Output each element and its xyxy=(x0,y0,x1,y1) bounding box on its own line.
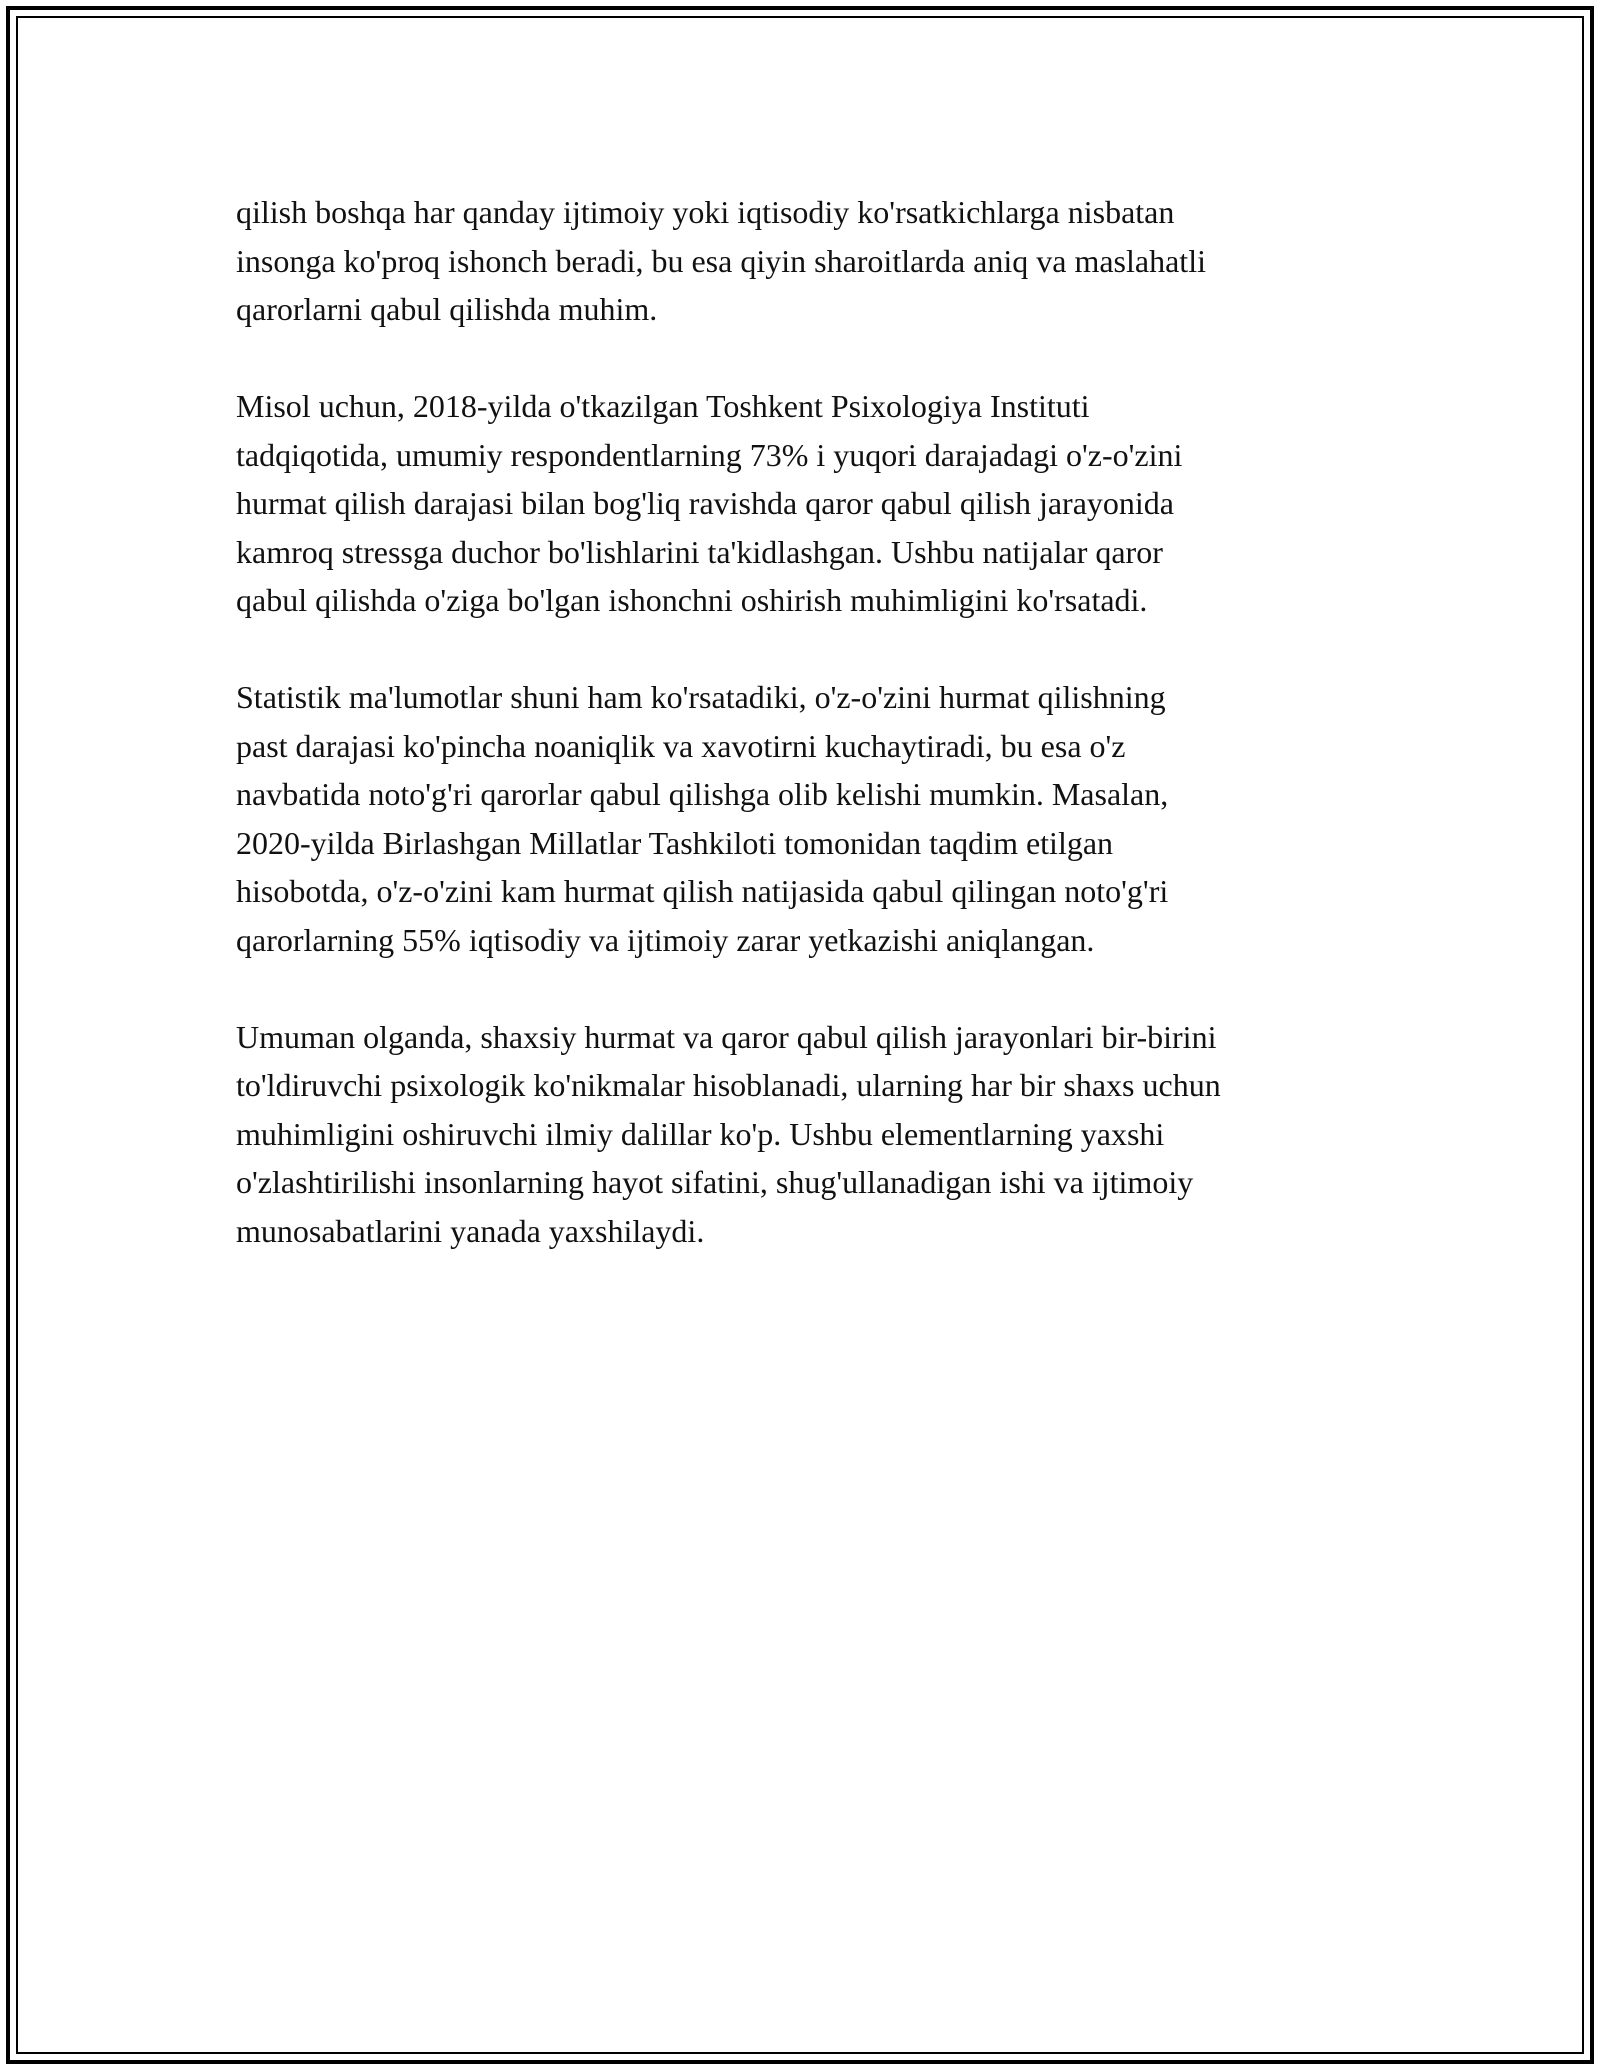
paragraph-4: Umuman olganda, shaxsiy hurmat va qaror qabul qilish jarayonlari bir-birini to'ldiruvchi psixologik ko'nikmalar hisoblanadi, ularning har bir shaxs uchun muhimligini oshiruvchi ilmiy dalillar ko'p. Ushbu elementlarning yaxshi o'zlashtirilishi insonlarning hayot sifatini, shug'ullanadigan ishi va ijtimoiy munosabatlarini yanada yaxshilaydi. xyxy=(236,1018,1221,1249)
paragraph-3: Statistik ma'lumotlar shuni ham ko'rsatadiki, o'z-o'zini hurmat qilishning past darajasi ko'pincha noaniqlik va xavotirni kuchaytiradi, bu esa o'z navbatida noto'g'ri qarorlar qabul qilishga olib kelishi mumkin. Masalan, 2020-yilda Birlashgan Millatlar Tashkiloti tomonidan taqdim etilgan hisobotda, o'z-o'zini kam hurmat qilish natijasida qabul qilingan noto'g'ri qarorlarning 55% iqtisodiy va ijtimoiy zarar yetkazishi aniqlangan. xyxy=(236,679,1169,958)
paragraph-1: qilish boshqa har qanday ijtimoiy yoki iqtisodiy ko'rsatkichlarga nisbatan insonga ko'proq ishonch beradi, bu esa qiyin sharoitlarda aniq va maslahatli qarorlarni qabul qilishda muhim. xyxy=(236,194,1206,327)
paragraph-2: Misol uchun, 2018-yilda o'tkazilgan Toshkent Psixologiya Instituti tadqiqotida, umumiy respondentlarning 73% i yuqori darajadagi o'z-o'zini hurmat qilish darajasi bilan bog'liq ravishda qaror qabul qilish jarayonida kamroq stressga duchor bo'lishlarini ta'kidlashgan. Ushbu natijalar qaror qabul qilishda o'ziga bo'lgan ishonchni oshirish muhimligini ko'rsatadi. xyxy=(236,388,1183,618)
document-body xyxy=(236,188,1386,1255)
